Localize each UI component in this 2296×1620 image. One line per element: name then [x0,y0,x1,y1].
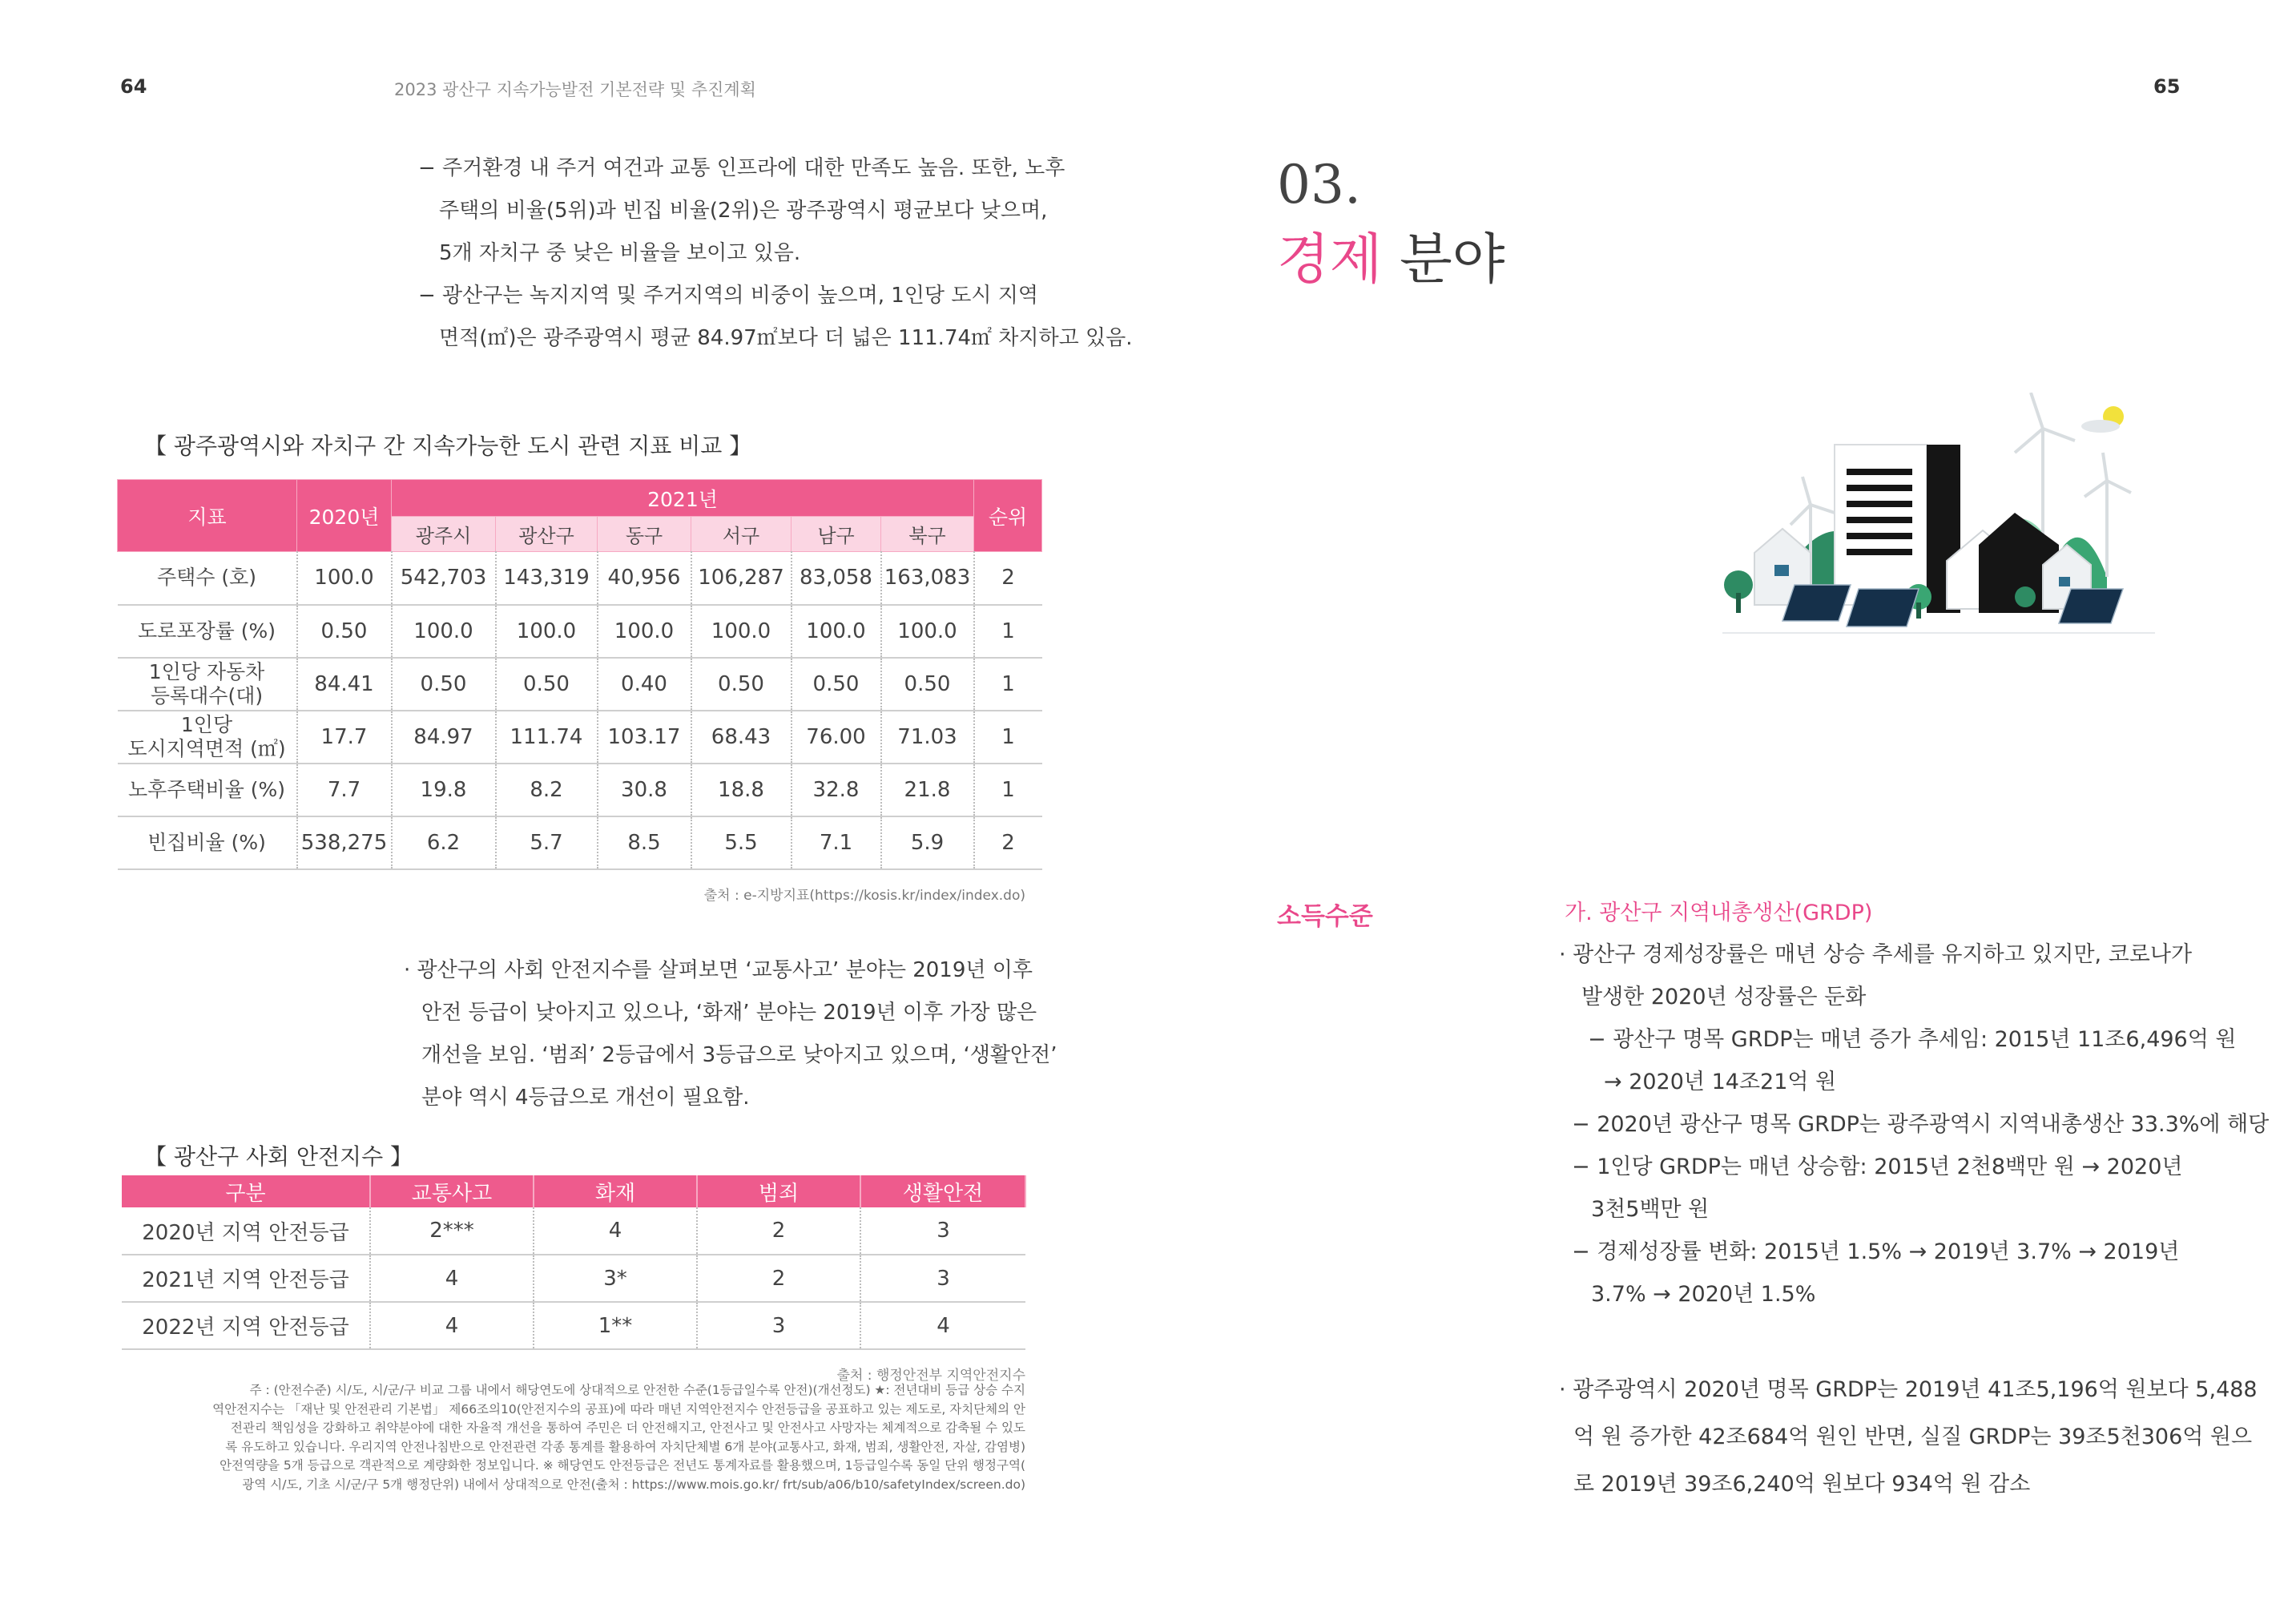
table-cell: 1 [974,605,1042,658]
table-row [118,552,1042,605]
table1-caption: 【 광주광역시와 자치구 간 지속가능한 도시 관련 지표 비교 】 [144,433,752,459]
grdp-line: 3천5백만 원 [1591,1197,1710,1222]
table-cell: 8.2 [496,764,598,816]
table-cell: 1 [974,658,1042,711]
table1-source: 출처 : e-지방지표(https://kosis.kr/index/index.do) [703,888,1025,904]
table-cell: 7.7 [297,764,392,816]
table-cell: 84.97 [392,711,496,764]
table-cell: 0.50 [297,605,392,658]
table-cell: 3 [860,1255,1025,1302]
grdp-line: 발생한 2020년 성장률은 둔화 [1581,985,1867,1009]
header-indicator: 지표 [118,480,297,552]
table-cell: 76.00 [792,711,881,764]
table-cell: 0.40 [598,658,691,711]
safety-paragraph [404,949,1057,1119]
table-cell: 2 [974,816,1042,869]
row-label: 2020년 지역 안전등급 [122,1207,370,1255]
grdp-subhead: 가. 광산구 지역내총생산(GRDP) [1565,901,1873,925]
table-cell: 84.41 [297,658,392,711]
grdp-line: − 경제성장률 변화: 2015년 1.5% → 2019년 3.7% → 2019년 [1572,1239,2180,1264]
table-cell: 0.50 [392,658,496,711]
grdp-paragraph [1559,933,2269,1316]
row-label: 1인당 자동차 등록대수(대) [118,658,297,711]
t2-header-crime: 범죄 [697,1175,860,1207]
row-label: 노후주택비율 (%) [118,764,297,816]
grdp-line: − 광산구 명목 GRDP는 매년 증가 추세임: 2015년 11조6,496억 원 [1588,1027,2237,1052]
table-cell: 100.0 [392,605,496,658]
grdp-line: · 광산구 경제성장률은 매년 상승 추세를 유지하고 있지만, 코로나가 [1559,942,2193,967]
indicator-table [117,479,1042,870]
table-row [118,764,1042,816]
table-cell: 100.0 [881,605,974,658]
table-row [122,1302,1025,1349]
table-row [122,1255,1025,1302]
header-2020: 2020년 [297,480,392,552]
table-row [118,711,1042,764]
subheader-seo: 서구 [691,517,792,552]
subheader-nam: 남구 [792,517,881,552]
note-line: 광역 시/도, 기초 시/군/구 5개 행정단위) 내에서 상대적으로 안전(출처 : https://www.mois.go.kr/ frt/sub/a06/b10/safetyIndex/screen.do) [242,1477,1025,1492]
table-cell: 4 [860,1302,1025,1349]
table2-source: 출처 : 행정안전부 지역안전지수 [836,1368,1025,1384]
row-label: 도로포장률 (%) [118,605,297,658]
grdp-line: → 2020년 14조21억 원 [1604,1070,1837,1094]
safety-line: 분야 역시 4등급으로 개선이 필요함. [421,1086,750,1110]
table-cell: 4 [370,1302,534,1349]
table-cell: 103.17 [598,711,691,764]
header-rank: 순위 [974,480,1042,552]
row-label: 2022년 지역 안전등급 [122,1302,370,1349]
intro-line: 주택의 비율(5위)과 빈집 비율(2위)은 광주광역시 평균보다 낮으며, [439,199,1048,223]
table-cell: 3* [534,1255,697,1302]
section-title [1277,216,1504,294]
table-cell: 8.5 [598,816,691,869]
intro-line: − 광산구는 녹지지역 및 주거지역의 비중이 높으며, 1인당 도시 지역 [418,284,1038,308]
income-label: 소득수준 [1277,902,1373,931]
table-cell: 3 [860,1207,1025,1255]
table-cell: 5.5 [691,816,792,869]
intro-line: 면적(㎡)은 광주광역시 평균 84.97㎡보다 더 넓은 111.74㎡ 차지하고 있음. [439,326,1133,350]
table-row [118,816,1042,869]
grdp-line: − 1인당 GRDP는 매년 상승함: 2015년 2천8백만 원 → 2020년 [1572,1155,2183,1179]
table-row [118,658,1042,711]
table-cell: 2*** [370,1207,534,1255]
note-line: 록 유도하고 있습니다. 우리지역 안전나침반으로 안전관련 각종 통계를 활용하여 자치단체별 6개 분야(교통사고, 화재, 범죄, 생활안전, 자살, 감염병) [225,1439,1025,1454]
table-cell: 0.50 [496,658,598,711]
note-line: 역안전지수는 「재난 및 안전관리 기본법」 제66조의10(안전지수의 공표)에 따라 매년 지역안전지수 안전등급을 공표하고 있는 제도로, 자치단체의 안 [212,1401,1025,1416]
table-cell: 143,319 [496,552,598,605]
note-line: 안전역량을 5개 등급으로 객관적으로 계량화한 정보입니다. ※ 해당연도 안전등급은 전년도 통계자료를 활용했으며, 1등급일수록 동일 단위 행정구역( [220,1458,1025,1473]
table-cell: 0.50 [792,658,881,711]
table-cell: 3 [697,1302,860,1349]
intro-line: − 주거환경 내 주거 여건과 교통 인프라에 대한 만족도 높음. 또한, 노후 [418,156,1065,180]
section-title-accent: 경제 [1277,228,1383,292]
t2-header-life-safety: 생활안전 [860,1175,1025,1207]
gwangju-line: · 광주광역시 2020년 명목 GRDP는 2019년 41조5,196억 원보다 5,488 [1559,1377,2258,1402]
table-cell: 0.50 [691,658,792,711]
row-label: 1인당 도시지역면적 (㎡) [118,711,297,764]
subheader-gwangsan: 광산구 [496,517,598,552]
gwangju-line: 억 원 증가한 42조684억 원인 반면, 실질 GRDP는 39조5천306억 원으 [1573,1425,2253,1449]
table-cell: 2 [697,1207,860,1255]
table-cell: 32.8 [792,764,881,816]
table-cell: 71.03 [881,711,974,764]
grdp-line: 3.7% → 2020년 1.5% [1591,1282,1816,1307]
row-label: 주택수 (호) [118,552,297,605]
safety-line: 안전 등급이 낮아지고 있으나, ‘화재’ 분야는 2019년 이후 가장 많은 [421,1001,1037,1025]
grdp-line: − 2020년 광산구 명목 GRDP는 광주광역시 지역내총생산 33.3%에 해당 [1572,1112,2270,1137]
cloud-icon [2081,420,2120,433]
row-label: 2021년 지역 안전등급 [122,1255,370,1302]
table-cell: 17.7 [297,711,392,764]
table-cell: 106,287 [691,552,792,605]
t2-header-traffic: 교통사고 [370,1175,534,1207]
table-row [118,605,1042,658]
left-page-number: 64 [120,75,147,98]
table-cell: 100.0 [297,552,392,605]
table-row [122,1207,1025,1255]
table-cell: 68.43 [691,711,792,764]
safety-line: · 광산구의 사회 안전지수를 살펴보면 ‘교통사고’ 분야는 2019년 이후 [404,958,1033,982]
table2-caption: 【 광산구 사회 안전지수 】 [144,1143,413,1170]
safety-index-table [122,1175,1026,1350]
intro-line: 5개 자치구 중 낮은 비율을 보이고 있음. [439,241,801,265]
table-cell: 2 [697,1255,860,1302]
table-cell: 21.8 [881,764,974,816]
table-cell: 542,703 [392,552,496,605]
running-title: 2023 광산구 지속가능발전 기본전략 및 추진계획 [394,80,756,99]
green-city-illustration [1706,393,2171,649]
table-cell: 100.0 [496,605,598,658]
table-cell: 19.8 [392,764,496,816]
note-line: 전관리 책임성을 강화하고 취약분야에 대한 자율적 개선을 통하여 주민은 더 안전해지고, 안전사고 및 안전사고 사망자는 체계적으로 감축될 수 있도 [231,1421,1025,1435]
intro-paragraph [418,147,1133,360]
gwangju-grdp-paragraph [1559,1366,2258,1508]
table-cell: 6.2 [392,816,496,869]
table-cell: 100.0 [598,605,691,658]
table-cell: 30.8 [598,764,691,816]
table2-notes [117,1381,1025,1494]
table-cell: 5.9 [881,816,974,869]
table-cell: 40,956 [598,552,691,605]
t2-header-fire: 화재 [534,1175,697,1207]
t2-header-category: 구분 [122,1175,370,1207]
table-cell: 163,083 [881,552,974,605]
row-label: 빈집비율 (%) [118,816,297,869]
table-cell: 5.7 [496,816,598,869]
note-line: 주 : (안전수준) 시/도, 시/군/구 비교 그룹 내에서 해당연도에 상대적으로 안전한 수준(1등급일수록 안전)(개선정도) ★: 전년대비 등급 상승 수지 [249,1383,1025,1397]
table-cell: 7.1 [792,816,881,869]
gwangju-line: 로 2019년 39조6,240억 원보다 934억 원 감소 [1573,1472,2031,1497]
table-cell: 2 [974,552,1042,605]
header-2021: 2021년 [392,480,974,517]
safety-line: 개선을 보임. ‘범죄’ 2등급에서 3등급으로 낮아지고 있으며, ‘생활안전’ [421,1043,1057,1067]
table-cell: 100.0 [691,605,792,658]
table-cell: 0.50 [881,658,974,711]
table-cell: 1 [974,711,1042,764]
section-title-rest: 분야 [1382,228,1505,292]
table-cell: 4 [370,1255,534,1302]
table-cell: 111.74 [496,711,598,764]
subheader-buk: 북구 [881,517,974,552]
table-cell: 4 [534,1207,697,1255]
right-page-number: 65 [2153,75,2181,98]
table-cell: 83,058 [792,552,881,605]
section-number: 03. [1277,154,1361,216]
table-cell: 18.8 [691,764,792,816]
subheader-dong: 동구 [598,517,691,552]
table-cell: 1** [534,1302,697,1349]
table-cell: 538,275 [297,816,392,869]
subheader-gwangju: 광주시 [392,517,496,552]
table-cell: 100.0 [792,605,881,658]
table-cell: 1 [974,764,1042,816]
